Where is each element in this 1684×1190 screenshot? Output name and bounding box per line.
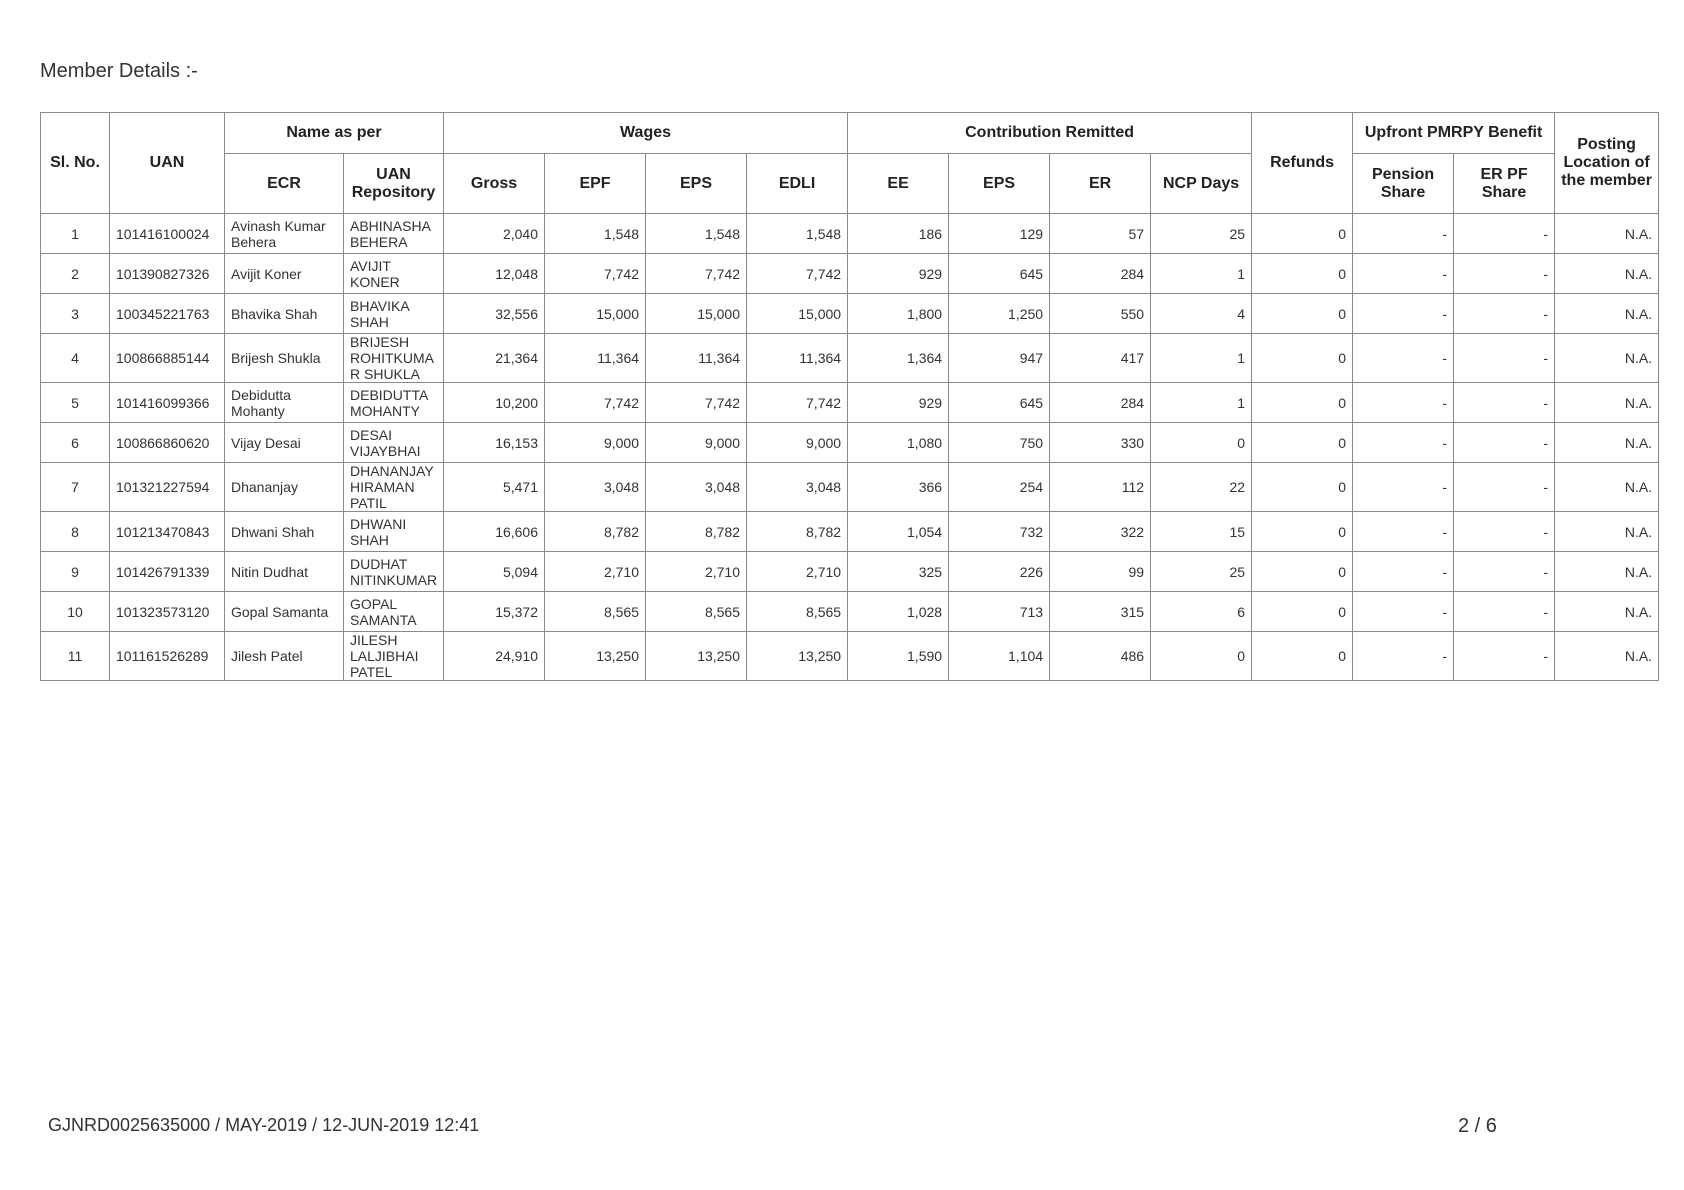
header-epf: EPF xyxy=(545,154,646,214)
cell-ncp-days: 0 xyxy=(1151,423,1252,463)
cell-uan: 100345221763 xyxy=(110,294,225,334)
cell-posting-location: N.A. xyxy=(1555,552,1659,592)
cell-edli: 9,000 xyxy=(747,423,848,463)
table-row xyxy=(41,294,1659,334)
cell-contribution-eps: 226 xyxy=(949,552,1050,592)
cell-posting-location: N.A. xyxy=(1555,214,1659,254)
header-uan: UAN xyxy=(110,113,225,214)
cell-ncp-days: 0 xyxy=(1151,632,1252,681)
cell-er: 315 xyxy=(1050,592,1151,632)
cell-posting-location: N.A. xyxy=(1555,254,1659,294)
header-er: ER xyxy=(1050,154,1151,214)
cell-posting-location: N.A. xyxy=(1555,512,1659,552)
table-row xyxy=(41,423,1659,463)
table-row xyxy=(41,632,1659,681)
cell-pension-share: - xyxy=(1353,512,1454,552)
header-edli: EDLI xyxy=(747,154,848,214)
cell-uan: 101390827326 xyxy=(110,254,225,294)
cell-er-pf-share: - xyxy=(1454,214,1555,254)
cell-ee: 929 xyxy=(848,254,949,294)
cell-epf: 2,710 xyxy=(545,552,646,592)
cell-edli: 8,782 xyxy=(747,512,848,552)
cell-edli: 7,742 xyxy=(747,383,848,423)
cell-sl-no: 8 xyxy=(41,512,110,552)
cell-eps: 15,000 xyxy=(646,294,747,334)
cell-name-uan-repository: DHANANJAY HIRAMAN PATIL xyxy=(344,463,444,512)
cell-gross: 15,372 xyxy=(444,592,545,632)
cell-ee: 1,080 xyxy=(848,423,949,463)
cell-er: 57 xyxy=(1050,214,1151,254)
header-posting-location: Posting Location of the member xyxy=(1555,113,1659,214)
cell-edli: 3,048 xyxy=(747,463,848,512)
cell-name-ecr: Bhavika Shah xyxy=(225,294,344,334)
table-row xyxy=(41,334,1659,383)
cell-er: 284 xyxy=(1050,254,1151,294)
cell-refunds: 0 xyxy=(1252,254,1353,294)
cell-er-pf-share: - xyxy=(1454,463,1555,512)
cell-er-pf-share: - xyxy=(1454,592,1555,632)
cell-pension-share: - xyxy=(1353,632,1454,681)
table-row xyxy=(41,512,1659,552)
cell-epf: 8,782 xyxy=(545,512,646,552)
cell-edli: 8,565 xyxy=(747,592,848,632)
cell-edli: 13,250 xyxy=(747,632,848,681)
cell-gross: 21,364 xyxy=(444,334,545,383)
cell-ncp-days: 1 xyxy=(1151,254,1252,294)
cell-uan: 101416100024 xyxy=(110,214,225,254)
footer-reference: GJNRD0025635000 / MAY-2019 / 12-JUN-2019 12:41 xyxy=(48,1115,480,1135)
cell-ncp-days: 1 xyxy=(1151,334,1252,383)
cell-ee: 1,800 xyxy=(848,294,949,334)
cell-eps: 8,565 xyxy=(646,592,747,632)
cell-pension-share: - xyxy=(1353,383,1454,423)
cell-name-uan-repository: BHAVIKA SHAH xyxy=(344,294,444,334)
cell-name-uan-repository: BRIJESH ROHITKUMA R SHUKLA xyxy=(344,334,444,383)
cell-name-ecr: Nitin Dudhat xyxy=(225,552,344,592)
cell-ncp-days: 6 xyxy=(1151,592,1252,632)
table-row xyxy=(41,214,1659,254)
cell-refunds: 0 xyxy=(1252,463,1353,512)
cell-pension-share: - xyxy=(1353,552,1454,592)
cell-posting-location: N.A. xyxy=(1555,463,1659,512)
cell-eps: 9,000 xyxy=(646,423,747,463)
cell-eps: 1,548 xyxy=(646,214,747,254)
cell-epf: 1,548 xyxy=(545,214,646,254)
header-contribution-remitted: Contribution Remitted xyxy=(848,113,1252,154)
cell-epf: 11,364 xyxy=(545,334,646,383)
cell-sl-no: 5 xyxy=(41,383,110,423)
cell-ee: 366 xyxy=(848,463,949,512)
cell-er-pf-share: - xyxy=(1454,423,1555,463)
cell-ncp-days: 25 xyxy=(1151,552,1252,592)
cell-gross: 12,048 xyxy=(444,254,545,294)
cell-ee: 1,028 xyxy=(848,592,949,632)
cell-sl-no: 4 xyxy=(41,334,110,383)
cell-pension-share: - xyxy=(1353,592,1454,632)
cell-contribution-eps: 732 xyxy=(949,512,1050,552)
cell-epf: 13,250 xyxy=(545,632,646,681)
cell-er-pf-share: - xyxy=(1454,383,1555,423)
cell-name-uan-repository: DUDHAT NITINKUMAR xyxy=(344,552,444,592)
cell-contribution-eps: 129 xyxy=(949,214,1050,254)
cell-name-uan-repository: JILESH LALJIBHAI PATEL xyxy=(344,632,444,681)
cell-uan: 101213470843 xyxy=(110,512,225,552)
cell-ee: 1,590 xyxy=(848,632,949,681)
cell-er-pf-share: - xyxy=(1454,512,1555,552)
cell-eps: 13,250 xyxy=(646,632,747,681)
header-contribution-eps: EPS xyxy=(949,154,1050,214)
cell-ee: 325 xyxy=(848,552,949,592)
cell-er-pf-share: - xyxy=(1454,334,1555,383)
cell-uan: 100866860620 xyxy=(110,423,225,463)
cell-sl-no: 7 xyxy=(41,463,110,512)
cell-er: 99 xyxy=(1050,552,1151,592)
cell-ee: 186 xyxy=(848,214,949,254)
cell-uan: 101321227594 xyxy=(110,463,225,512)
header-gross: Gross xyxy=(444,154,545,214)
table-row xyxy=(41,463,1659,512)
cell-ee: 1,364 xyxy=(848,334,949,383)
cell-name-uan-repository: ABHINASHA BEHERA xyxy=(344,214,444,254)
cell-ncp-days: 25 xyxy=(1151,214,1252,254)
cell-pension-share: - xyxy=(1353,463,1454,512)
header-sl-no: Sl. No. xyxy=(41,113,110,214)
cell-refunds: 0 xyxy=(1252,632,1353,681)
cell-sl-no: 9 xyxy=(41,552,110,592)
header-ncp-days: NCP Days xyxy=(1151,154,1252,214)
cell-name-ecr: Dhwani Shah xyxy=(225,512,344,552)
cell-epf: 7,742 xyxy=(545,254,646,294)
cell-posting-location: N.A. xyxy=(1555,383,1659,423)
cell-uan: 101161526289 xyxy=(110,632,225,681)
cell-name-ecr: Debidutta Mohanty xyxy=(225,383,344,423)
cell-gross: 2,040 xyxy=(444,214,545,254)
cell-posting-location: N.A. xyxy=(1555,294,1659,334)
table-row xyxy=(41,383,1659,423)
cell-posting-location: N.A. xyxy=(1555,632,1659,681)
cell-gross: 5,471 xyxy=(444,463,545,512)
cell-gross: 5,094 xyxy=(444,552,545,592)
cell-sl-no: 2 xyxy=(41,254,110,294)
cell-eps: 2,710 xyxy=(646,552,747,592)
cell-er-pf-share: - xyxy=(1454,294,1555,334)
cell-pension-share: - xyxy=(1353,423,1454,463)
cell-refunds: 0 xyxy=(1252,294,1353,334)
header-uan-repository: UAN Repository xyxy=(344,154,444,214)
cell-name-ecr: Gopal Samanta xyxy=(225,592,344,632)
header-er-pf-share: ER PF Share xyxy=(1454,154,1555,214)
cell-eps: 8,782 xyxy=(646,512,747,552)
cell-sl-no: 3 xyxy=(41,294,110,334)
cell-gross: 32,556 xyxy=(444,294,545,334)
cell-refunds: 0 xyxy=(1252,592,1353,632)
cell-ee: 929 xyxy=(848,383,949,423)
cell-er: 550 xyxy=(1050,294,1151,334)
header-eps: EPS xyxy=(646,154,747,214)
cell-posting-location: N.A. xyxy=(1555,334,1659,383)
cell-eps: 7,742 xyxy=(646,254,747,294)
cell-uan: 101426791339 xyxy=(110,552,225,592)
cell-name-ecr: Jilesh Patel xyxy=(225,632,344,681)
cell-edli: 15,000 xyxy=(747,294,848,334)
cell-gross: 16,153 xyxy=(444,423,545,463)
cell-eps: 11,364 xyxy=(646,334,747,383)
table-body xyxy=(41,214,1659,681)
cell-er: 330 xyxy=(1050,423,1151,463)
cell-contribution-eps: 254 xyxy=(949,463,1050,512)
cell-contribution-eps: 750 xyxy=(949,423,1050,463)
cell-refunds: 0 xyxy=(1252,512,1353,552)
cell-name-ecr: Dhananjay xyxy=(225,463,344,512)
cell-contribution-eps: 1,250 xyxy=(949,294,1050,334)
cell-name-uan-repository: AVIJIT KONER xyxy=(344,254,444,294)
cell-uan: 100866885144 xyxy=(110,334,225,383)
cell-sl-no: 1 xyxy=(41,214,110,254)
header-refunds: Refunds xyxy=(1252,113,1353,214)
cell-ncp-days: 22 xyxy=(1151,463,1252,512)
cell-name-ecr: Vijay Desai xyxy=(225,423,344,463)
page-number: 2 / 6 xyxy=(1458,1115,1497,1137)
cell-uan: 101416099366 xyxy=(110,383,225,423)
cell-eps: 3,048 xyxy=(646,463,747,512)
cell-er: 417 xyxy=(1050,334,1151,383)
header-name-as-per: Name as per xyxy=(225,113,444,154)
cell-refunds: 0 xyxy=(1252,334,1353,383)
cell-epf: 9,000 xyxy=(545,423,646,463)
cell-posting-location: N.A. xyxy=(1555,423,1659,463)
cell-epf: 7,742 xyxy=(545,383,646,423)
cell-name-uan-repository: DESAI VIJAYBHAI xyxy=(344,423,444,463)
cell-contribution-eps: 1,104 xyxy=(949,632,1050,681)
cell-edli: 2,710 xyxy=(747,552,848,592)
member-details-table xyxy=(40,112,1659,681)
cell-ncp-days: 4 xyxy=(1151,294,1252,334)
cell-er: 486 xyxy=(1050,632,1151,681)
cell-edli: 7,742 xyxy=(747,254,848,294)
cell-ncp-days: 1 xyxy=(1151,383,1252,423)
table-row xyxy=(41,254,1659,294)
cell-name-uan-repository: DEBIDUTTA MOHANTY xyxy=(344,383,444,423)
header-pension-share: Pension Share xyxy=(1353,154,1454,214)
cell-epf: 15,000 xyxy=(545,294,646,334)
table-row xyxy=(41,592,1659,632)
cell-er: 284 xyxy=(1050,383,1151,423)
cell-refunds: 0 xyxy=(1252,552,1353,592)
cell-ee: 1,054 xyxy=(848,512,949,552)
cell-epf: 3,048 xyxy=(545,463,646,512)
cell-ncp-days: 15 xyxy=(1151,512,1252,552)
cell-posting-location: N.A. xyxy=(1555,592,1659,632)
cell-edli: 1,548 xyxy=(747,214,848,254)
cell-pension-share: - xyxy=(1353,254,1454,294)
header-wages: Wages xyxy=(444,113,848,154)
cell-contribution-eps: 713 xyxy=(949,592,1050,632)
cell-er-pf-share: - xyxy=(1454,632,1555,681)
cell-uan: 101323573120 xyxy=(110,592,225,632)
cell-er-pf-share: - xyxy=(1454,254,1555,294)
cell-pension-share: - xyxy=(1353,214,1454,254)
header-ecr: ECR xyxy=(225,154,344,214)
cell-sl-no: 10 xyxy=(41,592,110,632)
header-upfront-pmrpy: Upfront PMRPY Benefit xyxy=(1353,113,1555,154)
cell-gross: 16,606 xyxy=(444,512,545,552)
cell-edli: 11,364 xyxy=(747,334,848,383)
cell-refunds: 0 xyxy=(1252,383,1353,423)
cell-name-uan-repository: DHWANI SHAH xyxy=(344,512,444,552)
cell-sl-no: 11 xyxy=(41,632,110,681)
cell-name-uan-repository: GOPAL SAMANTA xyxy=(344,592,444,632)
cell-sl-no: 6 xyxy=(41,423,110,463)
page-title: Member Details :- xyxy=(40,60,198,82)
cell-pension-share: - xyxy=(1353,334,1454,383)
cell-name-ecr: Brijesh Shukla xyxy=(225,334,344,383)
cell-refunds: 0 xyxy=(1252,214,1353,254)
table-row xyxy=(41,552,1659,592)
cell-refunds: 0 xyxy=(1252,423,1353,463)
cell-contribution-eps: 947 xyxy=(949,334,1050,383)
cell-eps: 7,742 xyxy=(646,383,747,423)
cell-er-pf-share: - xyxy=(1454,552,1555,592)
cell-name-ecr: Avinash Kumar Behera xyxy=(225,214,344,254)
cell-contribution-eps: 645 xyxy=(949,254,1050,294)
cell-epf: 8,565 xyxy=(545,592,646,632)
cell-gross: 10,200 xyxy=(444,383,545,423)
cell-name-ecr: Avijit Koner xyxy=(225,254,344,294)
cell-er: 112 xyxy=(1050,463,1151,512)
header-ee: EE xyxy=(848,154,949,214)
cell-gross: 24,910 xyxy=(444,632,545,681)
cell-contribution-eps: 645 xyxy=(949,383,1050,423)
cell-pension-share: - xyxy=(1353,294,1454,334)
cell-er: 322 xyxy=(1050,512,1151,552)
